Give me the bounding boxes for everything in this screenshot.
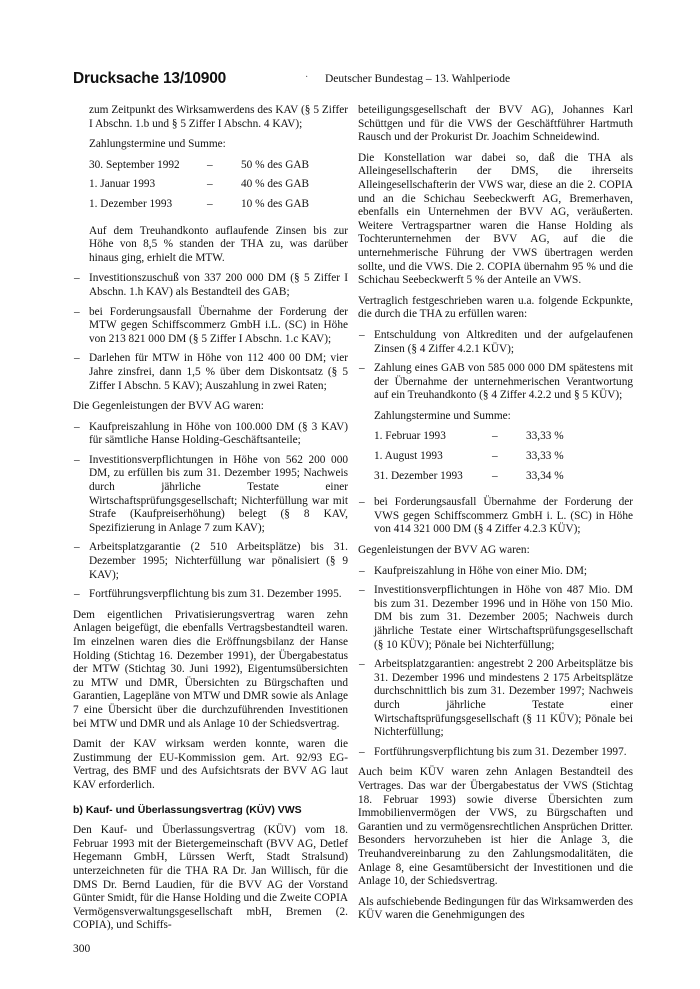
dash: – bbox=[207, 197, 213, 210]
dash: – bbox=[492, 450, 498, 463]
auch-paragraph: Auch beim KÜV waren zehn Anlagen Bestandteil des Vertrages. Das war der Übergabestatus der VWS (Stichtag 18. Februar 1993) sowie diverse Übersichten zum Immobilienvermögen der VWS, zu Bürgschaften und Garantien und zu vermögensrechtlichen Ansprüchen Dritter. Besonders hervorzuheben ist hier die Anlage 3, die Treuhandvereinbarung zu den Zahlungsmodalitäten, die Anlage 8, eine Gesamtübersicht der Investitionen und die Anlage 10, der Schiedsvertrag. bbox=[358, 766, 633, 888]
list-item: – Investitionszuschuß von 337 200 000 DM (§ 5 Ziffer I Abschn. 1.h KAV) als Bestandteil des GAB; bbox=[74, 272, 348, 298]
payment-share: 40 % des GAB bbox=[241, 178, 310, 191]
konstellation-paragraph: Die Konstellation war dabei so, daß die THA als Alleingesellschafterin der DMS, die ihrerseits Alleingesellschafterin der VWS war, diese an die 2. COPIA und an die Schichau Seebeckwerft AG, Bremerhaven, ebenfalls ein Unternehmen der BVV AG, veräußerten. Weitere Vertragspartner waren die Hanse Holding als Tochterunternehmen der BVV AG, auf die die unternehmerische Führung der VWS übertragen werden sollte, und die VWS. Die 2. COPIA übernahm 95 % und die Schichau Seebeckwerft 5 % der Anteile an VWS. bbox=[358, 151, 633, 287]
list-item: – Entschuldung von Altkrediten und der aufgelaufenen Zinsen (§ 4 Ziffer 4.2.1 KÜV); bbox=[359, 328, 633, 355]
payment-date: 1. Januar 1993 bbox=[89, 178, 156, 191]
anlagen-paragraph: Dem eigentlichen Privatisierungsvertrag waren zehn Anlagen beigefügt, die ebenfalls Vertragsbestandteil waren. Im einzelnen waren dies die Eröffnungsbilanz der Hanse Holding (Stichtag 16. Dezember 1991), der Übergabestatus der MTW (Stichtag 30. Juni 1992), Eigentumsübersichten zu MTW und DMR, Übersichten zu Bürgschaften und Garantien, Lagepläne von MTW und DMR sowie als Anlage 7 eine Übersicht über die durchzuführenden Investitionen bei MTW und DMR und als Anlage 10 der Schiedsvertrag. bbox=[73, 608, 348, 730]
payment-date: 1. Dezember 1993 bbox=[89, 197, 173, 210]
list-item: – Arbeitsplatzgarantie (2 510 Arbeitsplätze) bis 31. Dezember 1995; Nichterfüllung war pönalisiert (§ 9 KAV); bbox=[74, 541, 348, 581]
list-item: – Kaufpreiszahlung in Höhe von 100.000 DM (§ 3 KAV) für sämtliche Hanse Holding-Geschäftsanteile; bbox=[74, 420, 348, 447]
list-item-text: Zahlung eines GAB von 585 000 000 DM spätestens mit der Übernahme der unternehmerischen Verantwortung auf ein Treuhandkonto (§ 4 Ziffer 4.2.2 und § 5 KÜV); bbox=[374, 362, 633, 402]
gegenleistungen-heading: Gegenleistungen der BVV AG waren: bbox=[358, 544, 530, 557]
list-item: – Fortführungsverpflichtung bis zum 31. Dezember 1995. bbox=[74, 588, 342, 601]
dash: – bbox=[207, 158, 213, 171]
list-item-text: Arbeitsplatzgarantie (2 510 Arbeitsplätze) bis 31. Dezember 1995; Nichterfüllung war pönalisiert (§ 9 KAV); bbox=[89, 541, 348, 581]
als-paragraph: Als aufschiebende Bedingungen für das Wirksamwerden des KÜV waren die Genehmigungen des bbox=[358, 895, 633, 922]
payment-date: 1. Februar 1993 bbox=[374, 430, 446, 443]
payment-share: 10 % des GAB bbox=[241, 197, 310, 210]
counter-obligations-list bbox=[358, 565, 633, 760]
list-item-text: Kaufpreiszahlung in Höhe von 100.000 DM (§ 3 KAV) für sämtliche Hanse Holding-Geschäftsanteile; bbox=[89, 420, 348, 447]
damit-paragraph: Damit der KAV wirksam werden konnte, waren die Zustimmung der EU-Kommission gem. Art. 92/93 EG-Vertrag, des BMF und des Aufsichtsrats der BVV AG laut KAV erforderlich. bbox=[73, 738, 348, 791]
payment-schedule-table bbox=[374, 430, 564, 489]
right-column bbox=[358, 104, 633, 930]
dash: – bbox=[492, 469, 498, 482]
list-item-text: Investitionsverpflichtungen in Höhe von 562 200 000 DM, zu erfüllen bis zum 31. Dezember 1995; Nachweis durch jährliche Testate einer Wirtschaftsprüfungsgesellschaft; Nichterfüllung war mit Strafe (Kaufpreiserhöhung) belegt (§ 8 KAV, Spezifizierung in Anlage 7 zum KAV); bbox=[89, 453, 348, 534]
forderung-list bbox=[358, 496, 633, 537]
section-subheading: b) Kauf- und Überlassungsvertrag (KÜV) VWS bbox=[73, 803, 302, 816]
left-column bbox=[73, 104, 348, 940]
bundestag-label: Deutscher Bundestag – 13. Wahlperiode bbox=[325, 73, 511, 85]
list-item-text: Fortführungsverpflichtung bis zum 31. Dezember 1997. bbox=[374, 745, 627, 758]
table-row bbox=[89, 198, 309, 218]
table-row bbox=[89, 178, 309, 198]
list-item: – Arbeitsplatzgarantien: angestrebt 2 200 Arbeitsplätze bis 31. Dezember 1996 und mindestens 2 175 Arbeitsplätze durchschnittlich bis zum 31. Dezember 1997; Nachweis durch jährliche Testate einer Wirtschaftsprüfungsgesellschaft (§ 11 KÜV); Pönale bei Nichterfüllung; bbox=[359, 658, 633, 739]
table-row bbox=[374, 450, 564, 470]
list-item-text: Investitionsverpflichtungen in Höhe von 487 Mio. DM bis zum 31. Dezember 1996 und in Höhe von 150 Mio. DM bis zum 31. Dezember 2005; Nachweis durch jährliche Testate einer Wirtschaftsprüfungsgesellschaft (§ 10 KÜV); Pönale bei Nichterfüllung; bbox=[374, 584, 633, 651]
page-number: 300 bbox=[73, 943, 91, 955]
list-item-text: bei Forderungsausfall Übernahme der Forderung der VWS gegen Schiffscommerz GmbH i. L. (SC) in Höhe von 414 321 000 DM (§ 4 Ziffer 4.2.3 KÜV); bbox=[374, 496, 633, 536]
list-item-text: Arbeitsplatzgarantien: angestrebt 2 200 Arbeitsplätze bis 31. Dezember 1996 und mindestens 2 175 Arbeitsplätze durchschnittlich bis zum 31. Dezember 1997; Nachweis durch jährliche Testate einer Wirtschaftsprüfungsgesellschaft (§ 11 KÜV); Pönale bei Nichterfüllung; bbox=[374, 658, 633, 739]
page-header bbox=[73, 70, 633, 92]
header-separator: · bbox=[305, 72, 309, 83]
list-item: – Investitionsverpflichtungen in Höhe von 487 Mio. DM bis zum 31. Dezember 1996 und in Höhe von 150 Mio. DM bis zum 31. Dezember 2005; Nachweis durch jährliche Testate einer Wirtschaftsprüfungsgesellschaft (§ 10 KÜV); Pönale bei Nichterfüllung; bbox=[359, 584, 633, 651]
list-item: – Kaufpreiszahlung in Höhe von einer Mio. DM; bbox=[359, 564, 588, 577]
payment-date: 31. Dezember 1993 bbox=[374, 469, 463, 482]
payment-share: 50 % des GAB bbox=[241, 158, 310, 171]
list-item: – bei Forderungsausfall Übernahme der Forderung der MTW gegen Schiffscommerz GmbH i.L. (SC) in Höhe von 213 821 000 DM (§ 5 Ziffer I Abschn. 1.c KAV); bbox=[74, 305, 348, 345]
vertraglich-paragraph: Vertraglich festgeschrieben waren u.a. folgende Eckpunkte, die durch die THA zu erfüllen waren: bbox=[358, 294, 633, 321]
zahlung-heading: Zahlungstermine und Summe: bbox=[89, 138, 226, 151]
list-item-text: Entschuldung von Altkrediten und der aufgelaufenen Zinsen (§ 4 Ziffer 4.2.1 KÜV); bbox=[374, 328, 633, 355]
list-item: – Fortführungsverpflichtung bis zum 31. Dezember 1997. bbox=[359, 745, 627, 758]
table-row bbox=[374, 430, 564, 450]
intro-paragraph: zum Zeitpunkt des Wirksamwerdens des KAV (§ 5 Ziffer I Abschn. 1.b und § 5 Ziffer I Abschn. 4 KAV); bbox=[89, 104, 348, 130]
list-item-text: Investitionszuschuß von 337 200 000 DM (§ 5 Ziffer I Abschn. 1.h KAV) als Bestandteil des GAB; bbox=[89, 272, 348, 298]
list-item-text: Darlehen für MTW in Höhe von 112 400 00 DM; vier Jahre zinsfrei, dann 1,5 % über dem Diskontsatz (§ 5 Ziffer I Abschn. 5 KAV); Auszahlung in zwei Raten; bbox=[89, 352, 348, 392]
table-row bbox=[374, 470, 564, 490]
kuev-paragraph: Den Kauf- und Überlassungsvertrag (KÜV) vom 18. Februar 1993 mit der Bietergemeinschaft (BVV AG, Detlef Hegemann GmbH, Lürssen Werft, Stadt Stralsund) unterzeichneten für die THA RA Dr. Jan Willisch, für die DMS Dr. Bernd Laudien, für die BVV AG der Vorstand Günter Smidt, für die Hanse Holding und die Zweite COPIA Vermögensverwaltungsgesellschaft mbH, Bremen (2. COPIA), und Schiffs- bbox=[73, 824, 348, 932]
list-item: – Darlehen für MTW in Höhe von 112 400 00 DM; vier Jahre zinsfrei, dann 1,5 % über dem Diskontsatz (§ 5 Ziffer I Abschn. 5 KAV); Auszahlung in zwei Raten; bbox=[74, 352, 348, 392]
dash: – bbox=[207, 178, 213, 191]
drucksache-number: Drucksache 13/10900 bbox=[73, 70, 227, 87]
payment-share: 33,33 % bbox=[526, 430, 564, 443]
counter-obligations-list bbox=[73, 421, 348, 602]
gegenleistungen-heading: Die Gegenleistungen der BVV AG waren: bbox=[73, 400, 264, 413]
list-item: – bei Forderungsausfall Übernahme der Forderung der VWS gegen Schiffscommerz GmbH i. L. (SC) in Höhe von 414 321 000 DM (§ 4 Ziffer 4.2.3 KÜV); bbox=[359, 496, 633, 536]
dash: – bbox=[492, 430, 498, 443]
zahlung-heading: Zahlungstermine und Summe: bbox=[374, 409, 511, 422]
payment-share: 33,34 % bbox=[526, 469, 564, 482]
payment-date: 1. August 1993 bbox=[374, 450, 443, 463]
obligations-list bbox=[73, 272, 348, 393]
zinsen-paragraph: Auf dem Treuhandkonto auflaufende Zinsen bis zur Höhe von 8,5 % standen der THA zu, was darüber hinaus ging, erhielt die MTW. bbox=[89, 224, 348, 264]
list-item: – Zahlung eines GAB von 585 000 000 DM spätestens mit der Übernahme der unternehmerischen Verantwortung auf ein Treuhandkonto (§ 4 Ziffer 4.2.2 und § 5 KÜV); bbox=[359, 362, 633, 402]
table-row bbox=[89, 159, 309, 179]
list-item: – Investitionsverpflichtungen in Höhe von 562 200 000 DM, zu erfüllen bis zum 31. Dezember 1995; Nachweis durch jährliche Testate einer Wirtschaftsprüfungsgesellschaft; Nichterfüllung war mit Strafe (Kaufpreiserhöhung) belegt (§ 8 KAV, Spezifizierung in Anlage 7 zum KAV); bbox=[74, 453, 348, 534]
list-item-text: Fortführungsverpflichtung bis zum 31. Dezember 1995. bbox=[89, 588, 342, 601]
continuation-paragraph: beteiligungsgesellschaft der BVV AG), Johannes Karl Schüttgen und für die VWS der Geschäftführer Hartmuth Rausch und der Prokurist Dr. Joachim Schneidewind. bbox=[358, 104, 633, 144]
list-item-text: Kaufpreiszahlung in Höhe von einer Mio. DM; bbox=[374, 564, 588, 577]
payment-schedule-table bbox=[89, 159, 309, 218]
payment-date: 30. September 1992 bbox=[89, 158, 180, 171]
tha-obligations-list bbox=[358, 329, 633, 403]
list-item-text: bei Forderungsausfall Übernahme der Forderung der MTW gegen Schiffscommerz GmbH i.L. (SC) in Höhe von 213 821 000 DM (§ 5 Ziffer I Abschn. 1.c KAV); bbox=[89, 305, 348, 345]
payment-share: 33,33 % bbox=[526, 450, 564, 463]
